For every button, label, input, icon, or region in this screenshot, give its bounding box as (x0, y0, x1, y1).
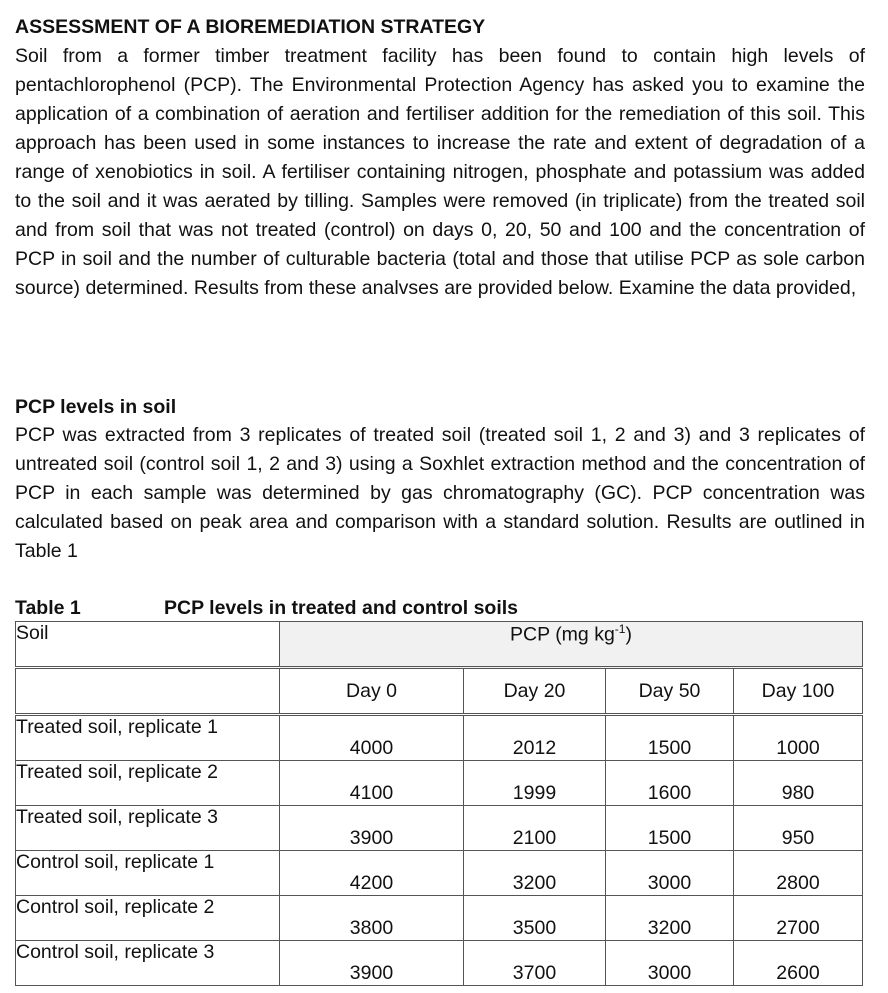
value-cell: 4200 (280, 851, 464, 896)
table-caption-title: PCP levels in treated and control soils (164, 597, 518, 619)
value-cell: 3500 (464, 896, 606, 941)
pcp-column-header (280, 622, 863, 668)
table-header-row (16, 622, 863, 668)
value-cell: 3900 (280, 806, 464, 851)
value-cell: 2100 (464, 806, 606, 851)
table-row (16, 941, 863, 986)
table-days-row (16, 668, 863, 715)
row-label: Control soil, replicate 1 (16, 851, 280, 896)
pcp-header-suffix: ) (625, 623, 632, 646)
pcp-table (15, 621, 863, 986)
value-cell: 3200 (606, 896, 734, 941)
value-cell: 4000 (280, 715, 464, 761)
table-row (16, 806, 863, 851)
value-cell: 1999 (464, 761, 606, 806)
value-cell: 2800 (734, 851, 863, 896)
value-cell: 980 (734, 761, 863, 806)
value-cell: 3200 (464, 851, 606, 896)
value-cell: 1000 (734, 715, 863, 761)
table-row (16, 715, 863, 761)
value-cell: 2700 (734, 896, 863, 941)
value-cell: 950 (734, 806, 863, 851)
day-header: Day 20 (464, 668, 606, 715)
value-cell: 1600 (606, 761, 734, 806)
table-row (16, 896, 863, 941)
table-row (16, 761, 863, 806)
table-row (16, 851, 863, 896)
soil-column-header: Soil (16, 622, 280, 668)
section-paragraph: PCP was extracted from 3 replicates of treated soil (treated soil 1, 2 and 3) and 3 replicates of untreated soil (control soil 1, 2 and 3) using a Soxhlet extraction method and the concentration of PCP in each sample was determined by gas chromatography (GC). PCP concentration was calculated based on peak area and comparison with a standard solution. Results are outlined in Table 1 (15, 424, 865, 562)
value-cell: 2012 (464, 715, 606, 761)
row-label: Treated soil, replicate 3 (16, 806, 280, 851)
day-header: Day 0 (280, 668, 464, 715)
intro-paragraph: Soil from a former timber treatment facility has been found to contain high levels of pentachlorophenol (PCP). The Environmental Protection Agency has asked you to examine the application of a combination of aeration and fertiliser addition for the remediation of this soil. This approach has been used in some instances to increase the rate and extent of degradation of a range of xenobiotics in soil. A fertiliser containing nitrogen, phosphate and potassium was added to the soil and it was aerated by tilling. Samples were removed (in triplicate) from the treated soil and from soil that was not treated (control) on days 0, 20, 50 and 100 and the concentration of PCP in soil and the number of culturable bacteria (total and those that utilise PCP as sole carbon source) determined. Results from these analvses are provided below. Examine the data provided, (15, 45, 865, 299)
blank-cell (16, 668, 280, 715)
row-label: Control soil, replicate 2 (16, 896, 280, 941)
section-heading: PCP levels in soil (15, 396, 177, 418)
value-cell: 3000 (606, 941, 734, 986)
pcp-header-exponent: -1 (614, 622, 626, 636)
value-cell: 4100 (280, 761, 464, 806)
table-caption (15, 594, 518, 623)
value-cell: 1500 (606, 806, 734, 851)
pcp-header-prefix: PCP (mg kg (510, 623, 615, 646)
value-cell: 1500 (606, 715, 734, 761)
document-title: ASSESSMENT OF A BIOREMEDIATION STRATEGY (15, 16, 486, 38)
row-label: Treated soil, replicate 1 (16, 715, 280, 761)
value-cell: 2600 (734, 941, 863, 986)
row-label: Treated soil, replicate 2 (16, 761, 280, 806)
table-label: Table 1 (15, 597, 81, 619)
value-cell: 3800 (280, 896, 464, 941)
value-cell: 3000 (606, 851, 734, 896)
value-cell: 3900 (280, 941, 464, 986)
day-header: Day 100 (734, 668, 863, 715)
day-header: Day 50 (606, 668, 734, 715)
row-label: Control soil, replicate 3 (16, 941, 280, 986)
value-cell: 3700 (464, 941, 606, 986)
